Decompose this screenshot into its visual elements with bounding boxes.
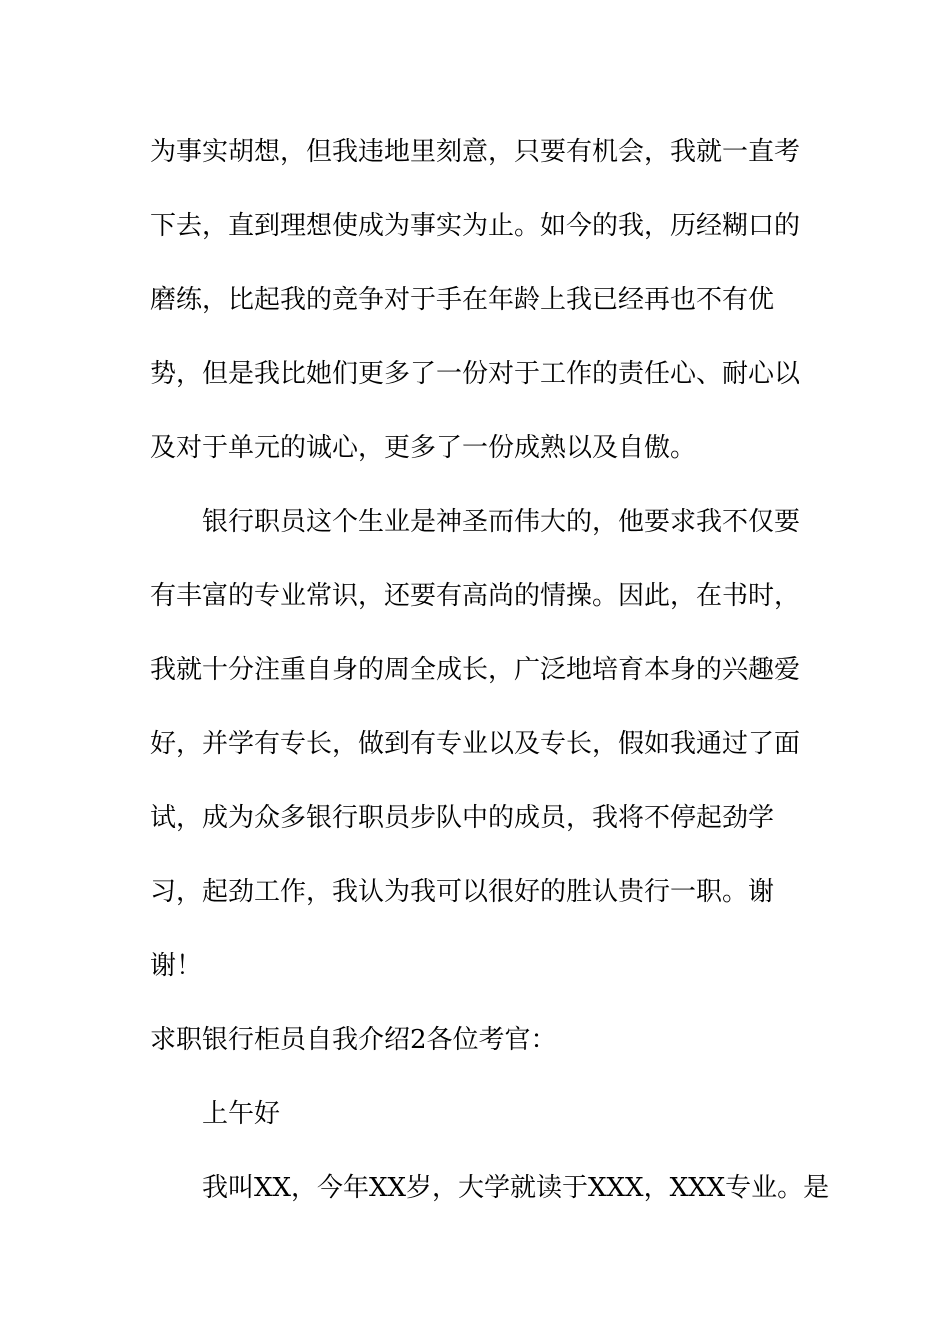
paragraph-line: 磨练，比起我的竞争对于手在年龄上我已经再也不有优: [150, 285, 775, 315]
paragraph-line: 习，起劲工作，我认为我可以很好的胜认贵行一职。谢: [150, 877, 775, 907]
paragraph-line: 好，并学有专长，做到有专业以及专长，假如我通过了面: [150, 729, 801, 759]
greeting-line: 上午好: [202, 1099, 281, 1129]
paragraph-line: 银行职员这个生业是神圣而伟大的，他要求我不仅要: [202, 507, 801, 537]
paragraph-line: 我就十分注重自身的周全成长，广泛地培育本身的兴趣爱: [150, 655, 801, 685]
paragraph-line: 及对于单元的诚心，更多了一份成熟以及自傲。: [150, 433, 697, 463]
section-heading: 求职银行柜员自我介绍2各位考官：: [150, 1025, 557, 1055]
paragraph-line: 势，但是我比她们更多了一份对于工作的责任心、耐心以: [150, 359, 801, 389]
paragraph-line: 试，成为众多银行职员步队中的成员，我将不停起劲学: [150, 803, 775, 833]
paragraph-line: 我叫XX，今年XX岁，大学就读于XXX，XXX专业。是: [202, 1173, 830, 1203]
paragraph-line: 为事实胡想，但我违地里刻意，只要有机会，我就一直考: [150, 137, 801, 167]
paragraph-line: 下去，直到理想使成为事实为止。如今的我，历经糊口的: [150, 211, 801, 241]
paragraph-line: 有丰富的专业常识，还要有高尚的情操。因此，在书时，: [150, 581, 801, 611]
paragraph-line: 谢！: [150, 951, 203, 981]
